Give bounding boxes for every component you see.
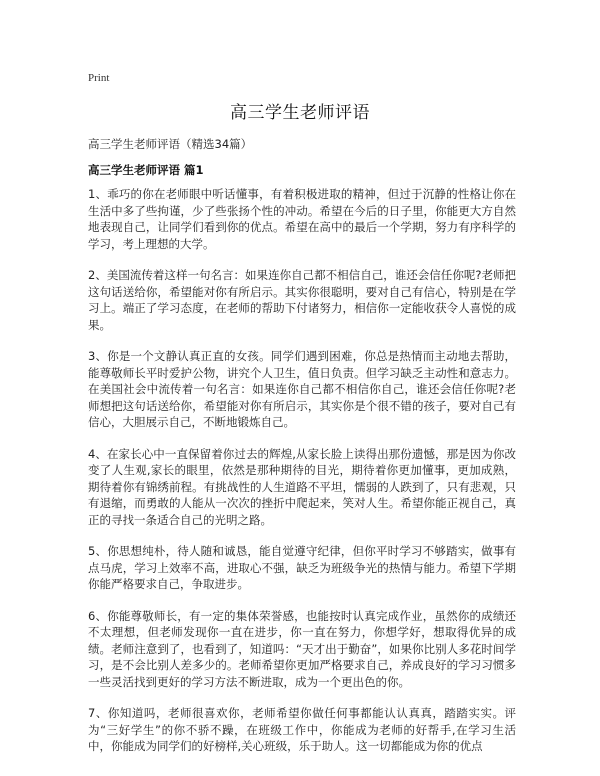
page-title: 高三学生老师评语 xyxy=(230,103,370,123)
paragraph-list xyxy=(88,186,516,770)
paragraph-4: 4、在家长心中一直保留着你过去的辉煌,从家长脸上读得出那份遗憾，那是因为你改变了人生观,家长的眼里，依然是那种期待的目光，期待着你更加懂事，更加成熟，期待着你有锦绣前程。有挑战性的人生道路不平坦，懦弱的人跌到了，只有悲观，只有退缩，而勇敢的人能从一次次的挫折中爬起来，笑对人生。希望你能正视自己，真正的寻找一条适合自己的光明之路。 xyxy=(88,446,516,527)
document-subtitle: 高三学生老师评语（精选34篇） xyxy=(88,137,253,151)
paragraph-5: 5、你思想纯朴，待人随和诚恳，能自觉遵守纪律，但你平时学习不够踏实，做事有点马虎，学习上效率不高，进取心不强，缺乏为班级争光的热情与能力。希望下学期你能严格要求自己，争取进步。 xyxy=(88,544,516,591)
paragraph-2: 2、美国流传着这样一句名言：如果连你自己都不相信自己，谁还会信任你呢?老师把这句话送给你，希望能对你有所启示。其实你很聪明，要对自己有信心，特别是在学习上。端正了学习态度，在老师的帮助下付诸努力，相信你一定能收获令人喜悦的成果。 xyxy=(88,268,516,332)
paragraph-1: 1、乖巧的你在老师眼中听话懂事，有着积极进取的精神，但过于沉静的性格让你在生活中多了些拘谨，少了些张扬个性的冲动。希望在今后的日子里，你能更大方自然地表现自己，让同学们看到你的优点。希望在高中的最后一个学期，努力有序科学的学习，考上理想的大学。 xyxy=(88,187,516,251)
section-heading: 高三学生老师评语 篇1 xyxy=(88,163,204,177)
print-label[interactable]: Print xyxy=(88,72,110,84)
paragraph-7: 7、你知道吗，老师很喜欢你，老师希望你做任何事都能认认真真，踏踏实实。评为“三好学生”的你不骄不躁，在班级工作中，你能成为老师的好帮手,在学习生活中，你能成为同学们的好榜样,关心班级，乐于助人。这一切都能成为你的优点 xyxy=(88,706,516,753)
paragraph-3: 3、你是一个文静认真正直的女孩。同学们遇到困难，你总是热情而主动地去帮助，能尊敬师长平时爱护公物，讲究个人卫生，值日负责。但学习缺乏主动性和意志力。在美国社会中流传着一句名言：如果连你自己都不相信你自己，谁还会信任你呢?老师想把这句话送给你，希望能对你有所启示，其实你是个很不错的孩子，要对自己有信心，大胆展示自己，不断地锻炼自己。 xyxy=(88,349,516,429)
paragraph-6: 6、你能尊敬师长，有一定的集体荣誉感，也能按时认真完成作业，虽然你的成绩还不太理想，但老师发现你一直在进步，你一直在努力，你想学好，想取得优异的成绩。老师注意到了，也看到了，知道吗：“天才出于勤奋”，如果你比别人多花时间学习，是不会比别人差多少的。老师希望你更加严格要求自己，养成良好的学习习惯多一些灵活找到更好的学习方法不断进取，成为一个更出色的你。 xyxy=(88,608,516,689)
